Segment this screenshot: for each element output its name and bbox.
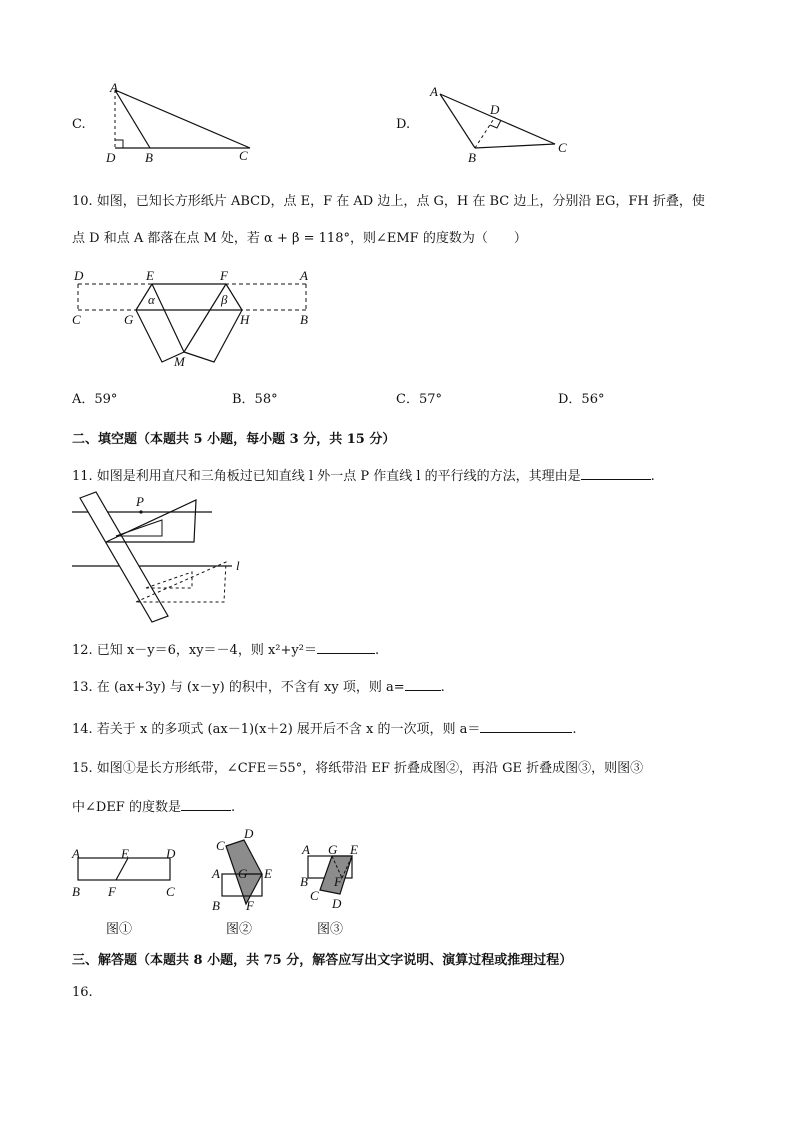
option-c-label: C. — [72, 117, 86, 132]
label-d: D — [74, 268, 84, 283]
q11-end: . — [650, 469, 655, 484]
q15-caption-1: 图① — [106, 922, 133, 937]
label-b: B — [72, 884, 80, 899]
label-f: F — [108, 884, 116, 899]
q12-answer-blank[interactable] — [317, 640, 375, 654]
q15-figure-3 — [298, 838, 378, 918]
label-d: D — [332, 896, 342, 911]
q15-question: 中∠DEF 的度数是 — [72, 800, 181, 815]
q10-option-d[interactable]: D．56° — [558, 392, 605, 407]
q10-option-b[interactable]: B．58° — [232, 392, 278, 407]
q12-end: . — [374, 643, 380, 658]
label-beta: β — [221, 292, 228, 307]
label-b: B — [300, 312, 308, 327]
label-a: A — [110, 80, 118, 95]
q9-figure-d — [428, 82, 578, 166]
q12-question: 12. 已知 x－y＝6，xy＝－4，则 x²+y²＝ — [72, 643, 317, 658]
label-e: E — [350, 842, 358, 857]
label-b: B — [212, 898, 220, 913]
label-g: G — [328, 842, 338, 857]
label-a: A — [300, 268, 308, 283]
q11-text — [72, 466, 655, 486]
q13-text — [72, 677, 445, 697]
label-c: C — [166, 884, 175, 899]
option-d-label: D. — [396, 117, 411, 132]
label-e: E — [121, 846, 129, 861]
q15-end: . — [230, 800, 236, 815]
label-h: H — [240, 312, 250, 327]
q10-option-c[interactable]: C．57° — [396, 392, 442, 407]
section-2-heading: 二、填空题（本题共 5 小题，每小题 3 分，共 15 分） — [72, 432, 396, 447]
label-c: C — [239, 148, 248, 163]
q15-figure-2 — [206, 826, 286, 914]
section-3-heading: 三、解答题（本题共 8 小题，共 75 分，解答应写出文字说明、演算过程或推理过程） — [72, 953, 573, 968]
label-a: A — [72, 846, 80, 861]
label-c: C — [558, 140, 567, 155]
label-d: D — [490, 102, 500, 117]
q11-question: 11. 如图是利用直尺和三角板过已知直线 l 外一点 P 作直线 l 的平行线的方法，其理由是 — [72, 469, 581, 484]
label-a: A — [212, 866, 220, 881]
q10-text-line2: 点 D 和点 A 都落在点 M 处，若 α + β = 118°，则∠EMF 的度数为（ ） — [72, 231, 527, 246]
q13-end: . — [440, 680, 445, 695]
label-g: G — [238, 866, 248, 881]
q10-option-a[interactable]: A．59° — [72, 392, 118, 407]
label-l: l — [236, 558, 240, 573]
label-a: A — [430, 84, 438, 99]
label-c: C — [72, 312, 81, 327]
label-c: C — [216, 838, 225, 853]
label-a: A — [302, 842, 310, 857]
q14-answer-blank[interactable] — [480, 719, 572, 733]
q15-answer-blank[interactable] — [181, 797, 231, 811]
q11-answer-blank[interactable] — [581, 466, 651, 480]
q11-figure — [66, 490, 256, 630]
q15-text-line1: 15. 如图①是长方形纸带，∠CFE＝55°，将纸带沿 EF 折叠成图②，再沿 GE 折叠成图③，则图③ — [72, 761, 644, 776]
label-e: E — [264, 866, 272, 881]
q15-caption-2: 图② — [226, 922, 253, 937]
label-b: B — [468, 150, 476, 165]
label-d: D — [244, 826, 254, 841]
q10-figure — [66, 266, 326, 376]
label-f: F — [334, 874, 342, 889]
label-m: M — [174, 354, 185, 369]
q12-text — [72, 640, 379, 660]
label-f: F — [220, 268, 228, 283]
label-p: P — [136, 494, 144, 509]
label-g: G — [124, 312, 134, 327]
q13-answer-blank[interactable] — [405, 677, 441, 691]
label-d: D — [166, 846, 176, 861]
q10-text-line1: 10. 如图，已知长方形纸片 ABCD，点 E，F 在 AD 边上，点 G，H 在 BC 边上，分别沿 EG，FH 折叠，使 — [72, 194, 705, 209]
q15-figure-1 — [66, 844, 186, 904]
q14-end: . — [572, 722, 577, 737]
q14-text — [72, 719, 577, 739]
label-alpha: α — [148, 292, 155, 307]
label-d: D — [106, 150, 116, 165]
q15-text-line2 — [72, 797, 235, 817]
q14-question: 14. 若关于 x 的多项式 (ax－1)(x＋2) 展开后不含 x 的一次项，则 a＝ — [72, 722, 481, 737]
label-f: F — [246, 898, 254, 913]
label-c: C — [310, 888, 319, 903]
q13-question: 13. 在 (ax+3y) 与 (x－y) 的积中，不含有 xy 项，则 a= — [72, 680, 405, 695]
q16-number: 16. — [72, 985, 93, 1000]
q9-figure-c — [100, 82, 260, 166]
label-b: B — [145, 150, 153, 165]
q15-caption-3: 图③ — [317, 922, 344, 937]
label-e: E — [146, 268, 154, 283]
label-b: B — [300, 874, 308, 889]
